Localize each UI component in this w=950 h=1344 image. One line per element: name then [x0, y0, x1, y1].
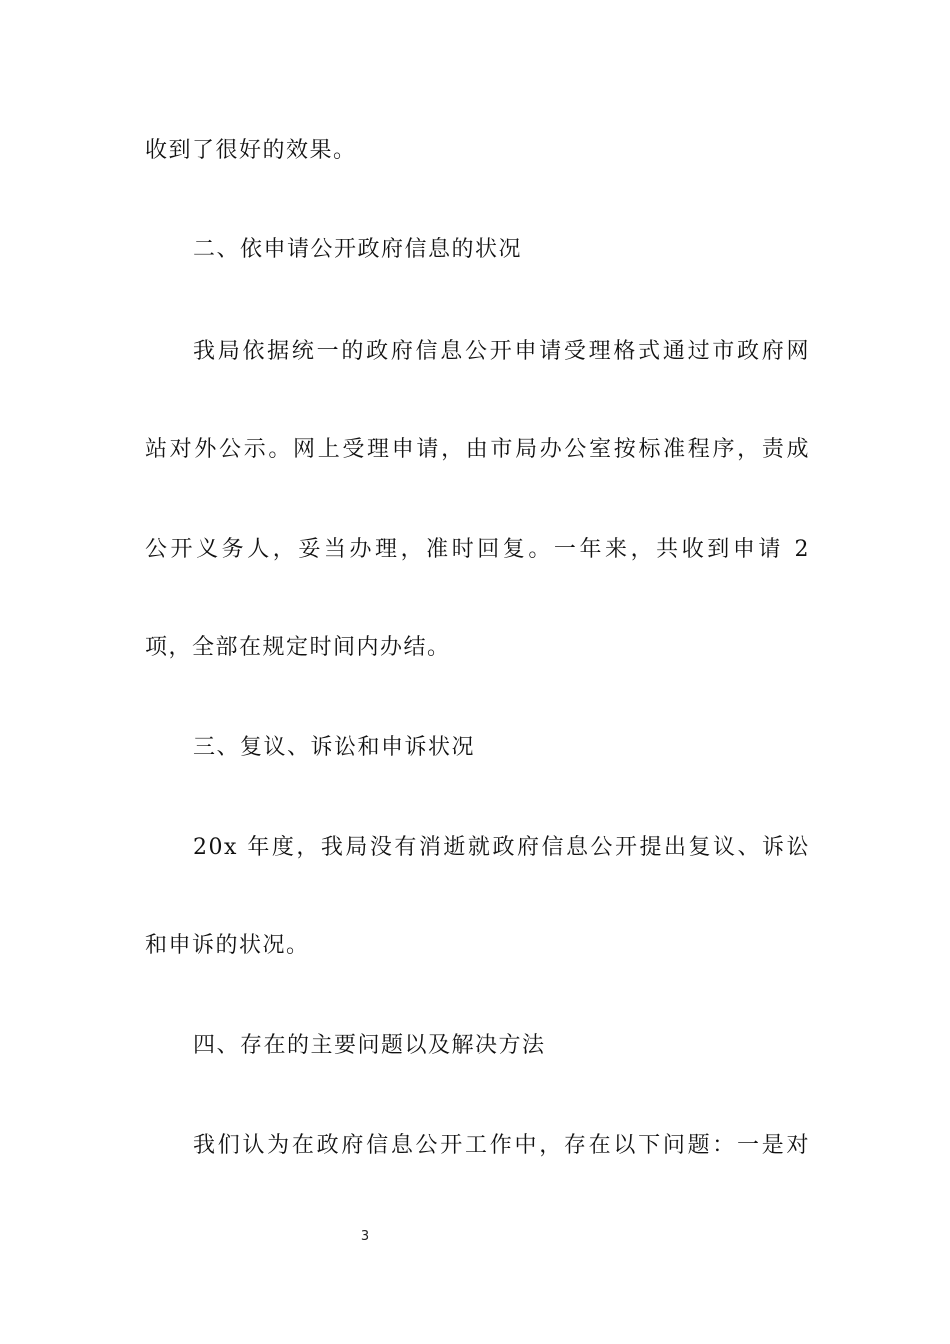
paragraph-line: 20x 年度，我局没有消逝就政府信息公开提出复议、诉讼 — [193, 835, 810, 860]
paragraph-line: 项，全部在规定时间内办结。 — [145, 635, 451, 660]
paragraph-line: 和申诉的状况。 — [145, 933, 310, 958]
paragraph-line: 公开义务人，妥当办理，准时回复。一年来，共收到申请 2 — [145, 537, 810, 562]
paragraph-line: 站对外公示。网上受理申请，由市局办公室按标准程序，责成 — [145, 437, 810, 462]
section-heading: 二、依申请公开政府信息的状况 — [193, 237, 523, 262]
paragraph-line: 我们认为在政府信息公开工作中，存在以下问题：一是对 — [193, 1133, 810, 1158]
section-heading: 三、复议、诉讼和申诉状况 — [193, 735, 476, 760]
paragraph-line: 收到了很好的效果。 — [145, 138, 357, 163]
paragraph-line: 我局依据统一的政府信息公开申请受理格式通过市政府网 — [193, 339, 810, 364]
page-number: 3 — [360, 1229, 370, 1244]
section-heading: 四、存在的主要问题以及解决方法 — [193, 1033, 546, 1058]
